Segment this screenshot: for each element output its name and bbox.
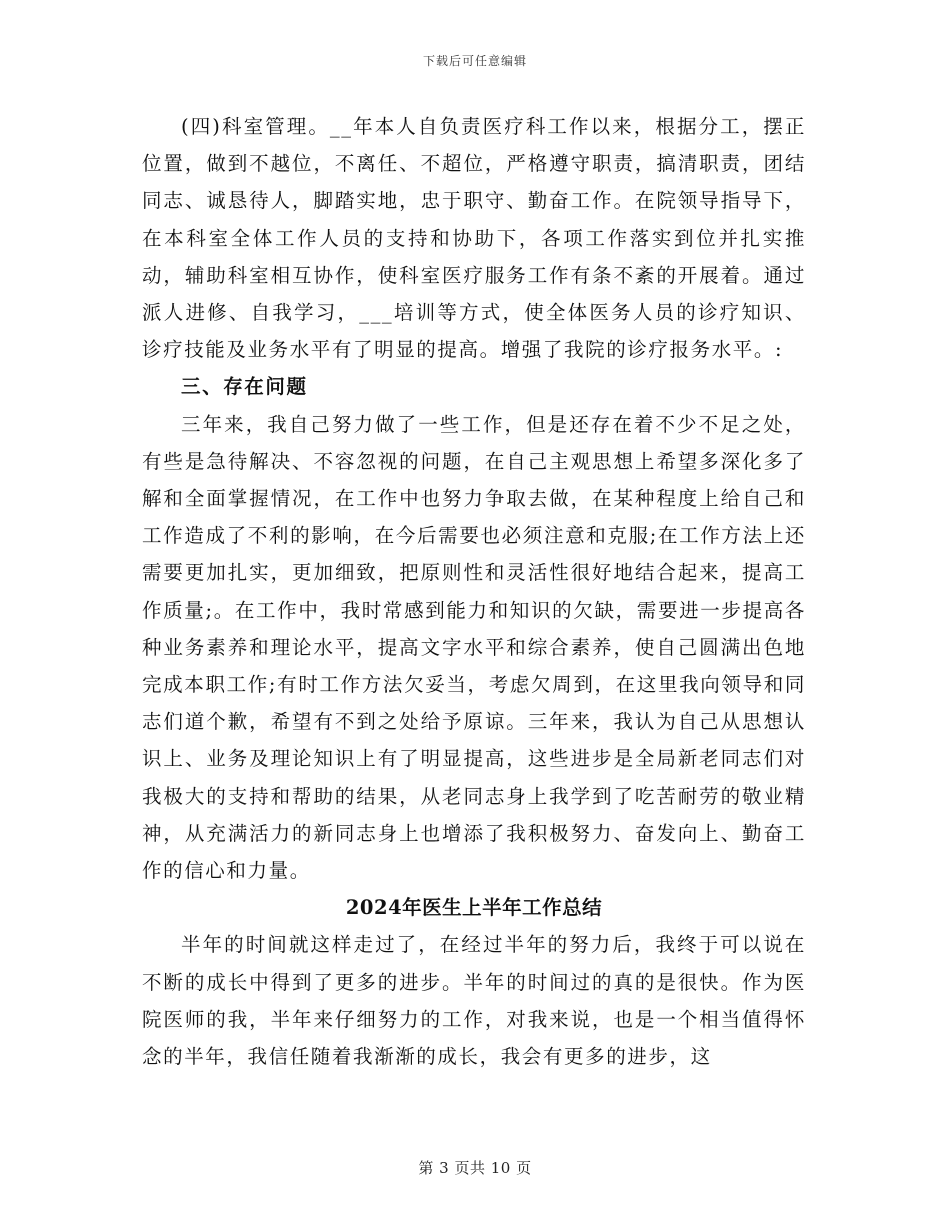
paragraph-half-year-intro: 半年的时间就这样走过了，在经过半年的努力后，我终于可以说在不断的成长中得到了更多的进步。半年的时间过的真的是很快。作为医院医师的我，半年来仔细努力的工作，对我来说，也是一个相当值得怀念的半年，我信任随着我渐渐的成长，我会有更多的进步，这 <box>142 933 806 1069</box>
page-number: 第 3 页共 10 页 <box>418 1159 532 1177</box>
document-title: 2024年医生上半年工作总结 <box>345 896 603 920</box>
document-body <box>142 108 806 1075</box>
paragraph-department-management: (四)科室管理。__年本人自负责医疗科工作以来，根据分工，摆正位置，做到不越位，不离任、不超位，严格遵守职责，搞清职责，团结同志、诚恳待人，脚踏实地，忠于职守、勤奋工作。在院领导指导下，在本科室全体工作人员的支持和协助下，各项工作落实到位并扎实推动，辅助科室相互协作，使科室医疗服务工作有条不紊的开展着。通过派人进修、自我学习，___培训等方式，使全体医务人员的诊疗知识、诊疗技能及业务水平有了明显的提高。增强了我院的诊疗报务水平。: <box>142 115 806 362</box>
section-heading-problems: 三、存在问题 <box>181 375 308 399</box>
page-header: 下载后可任意编辑 <box>422 54 527 68</box>
paragraph-existing-problems: 三年来，我自己努力做了一些工作，但是还存在着不少不足之处，有些是急待解决、不容忽视的问题，在自己主观思想上希望多深化多了解和全面掌握情况，在工作中也努力争取去做，在某种程度上给自己和工作造成了不利的影响，在今后需要也必须注意和克服;在工作方法上还需要更加扎实，更加细致，把原则性和灵活性很好地结合起来，提高工作质量;。在工作中，我时常感到能力和知识的欠缺，需要进一步提高各种业务素养和理论水平，提高文字水平和综合素养，使自己圆满出色地完成本职工作;有时工作方法欠妥当，考虑欠周到，在这里我向领导和同志们道个歉，希望有不到之处给予原谅。三年来，我认为自己从思想认识上、业务及理论知识上有了明显提高，这些进步是全局新老同志们对我极大的支持和帮助的结果，从老同志身上我学到了吃苦耐劳的敬业精神，从充满活力的新同志身上也增添了我积极努力、奋发向上、勤奋工作的信心和力量。 <box>142 412 806 883</box>
